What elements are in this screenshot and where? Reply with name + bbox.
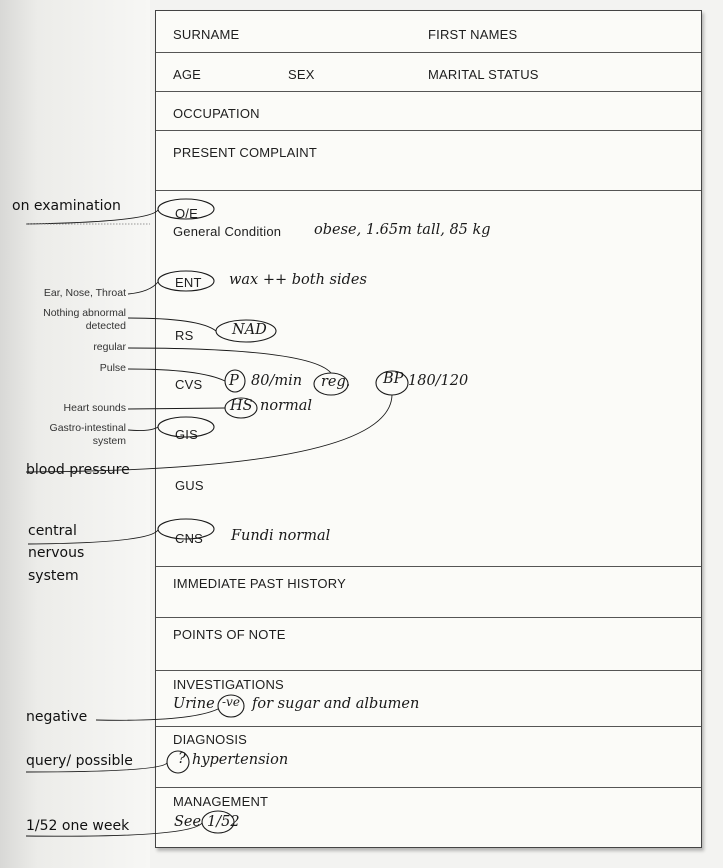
ent-label: ENT xyxy=(175,275,202,290)
surname-label: SURNAME xyxy=(173,27,240,42)
marital-status-label: MARITAL STATUS xyxy=(428,67,539,82)
see-value: See xyxy=(174,814,202,830)
oe-label: O/E xyxy=(175,206,198,221)
annotation-query: query/ possible xyxy=(26,753,133,769)
general-condition-label: General Condition xyxy=(173,224,282,239)
bp-symbol: BP xyxy=(383,371,404,387)
bp-value: 180/120 xyxy=(408,373,469,389)
hs-value: normal xyxy=(260,398,313,414)
ent-value: wax ++ both sides xyxy=(229,272,367,288)
diagnosis-row xyxy=(156,727,701,788)
annotation-cns-line2: nervous xyxy=(28,545,85,562)
rs-value: NAD xyxy=(232,322,267,338)
annotation-heart-sounds: Heart sounds xyxy=(63,402,126,414)
negative-symbol: -ve xyxy=(222,695,240,709)
name-row xyxy=(156,11,701,53)
immediate-past-history-row xyxy=(156,567,701,618)
points-of-note-row xyxy=(156,618,701,671)
annotation-cns-line3: system xyxy=(28,567,79,584)
cvs-label: CVS xyxy=(175,377,203,392)
immediate-past-history-label: IMMEDIATE PAST HISTORY xyxy=(173,576,346,591)
annotation-one-week: 1/52 one week xyxy=(26,818,130,834)
occupation-label: OCCUPATION xyxy=(173,106,260,121)
annotation-pulse: Pulse xyxy=(99,362,126,374)
annotation-nad-line2: detected xyxy=(85,320,126,333)
annotation-ent: Ear, Nose, Throat xyxy=(43,287,126,299)
query-symbol: ? xyxy=(178,751,186,767)
cns-label: CNS xyxy=(175,531,204,546)
general-condition-value: obese, 1.65m tall, 85 kg xyxy=(314,222,491,238)
annotation-regular: regular xyxy=(93,341,126,353)
examination-section xyxy=(156,191,701,567)
gis-label: GIS xyxy=(175,427,198,442)
annotation-gis-line2: system xyxy=(92,435,126,448)
diagnosis-value: hypertension xyxy=(192,752,289,768)
age-row xyxy=(156,53,701,92)
cns-value: Fundi normal xyxy=(231,528,331,544)
gus-label: GUS xyxy=(175,478,204,493)
annotation-nad-line1: Nothing abnormal xyxy=(43,307,126,319)
points-of-note-label: POINTS OF NOTE xyxy=(173,627,286,642)
first-names-label: FIRST NAMES xyxy=(428,27,518,42)
rs-label: RS xyxy=(175,328,194,343)
management-row xyxy=(156,788,701,846)
investigations-label: INVESTIGATIONS xyxy=(173,677,284,692)
annotation-gis-line1: Gastro-intestinal xyxy=(49,422,126,434)
age-label: AGE xyxy=(173,67,202,82)
case-notes-form xyxy=(155,10,702,848)
one-week-symbol: 1/52 xyxy=(207,814,240,830)
pulse-symbol: P xyxy=(229,373,239,389)
sex-label: SEX xyxy=(288,67,315,82)
hs-symbol: HS xyxy=(230,398,253,414)
annotation-cns-line1: central xyxy=(28,523,77,539)
annotation-cns xyxy=(28,520,84,587)
present-complaint-label: PRESENT COMPLAINT xyxy=(173,145,318,160)
urine-value: Urine xyxy=(173,696,215,712)
diagnosis-label: DIAGNOSIS xyxy=(173,732,248,747)
present-complaint-row xyxy=(156,131,701,191)
annotation-gis xyxy=(0,422,126,448)
pulse-value: 80/min xyxy=(251,373,303,389)
annotation-blood-pressure: blood pressure xyxy=(26,462,130,478)
regular-value: reg. xyxy=(321,374,351,390)
occupation-row xyxy=(156,92,701,131)
urine-rest: for sugar and albumen xyxy=(252,696,420,712)
annotation-on-examination: on examination xyxy=(12,198,121,214)
annotation-nad xyxy=(0,307,126,333)
investigations-row xyxy=(156,671,701,727)
management-label: MANAGEMENT xyxy=(173,794,269,809)
annotation-negative: negative xyxy=(26,709,88,725)
